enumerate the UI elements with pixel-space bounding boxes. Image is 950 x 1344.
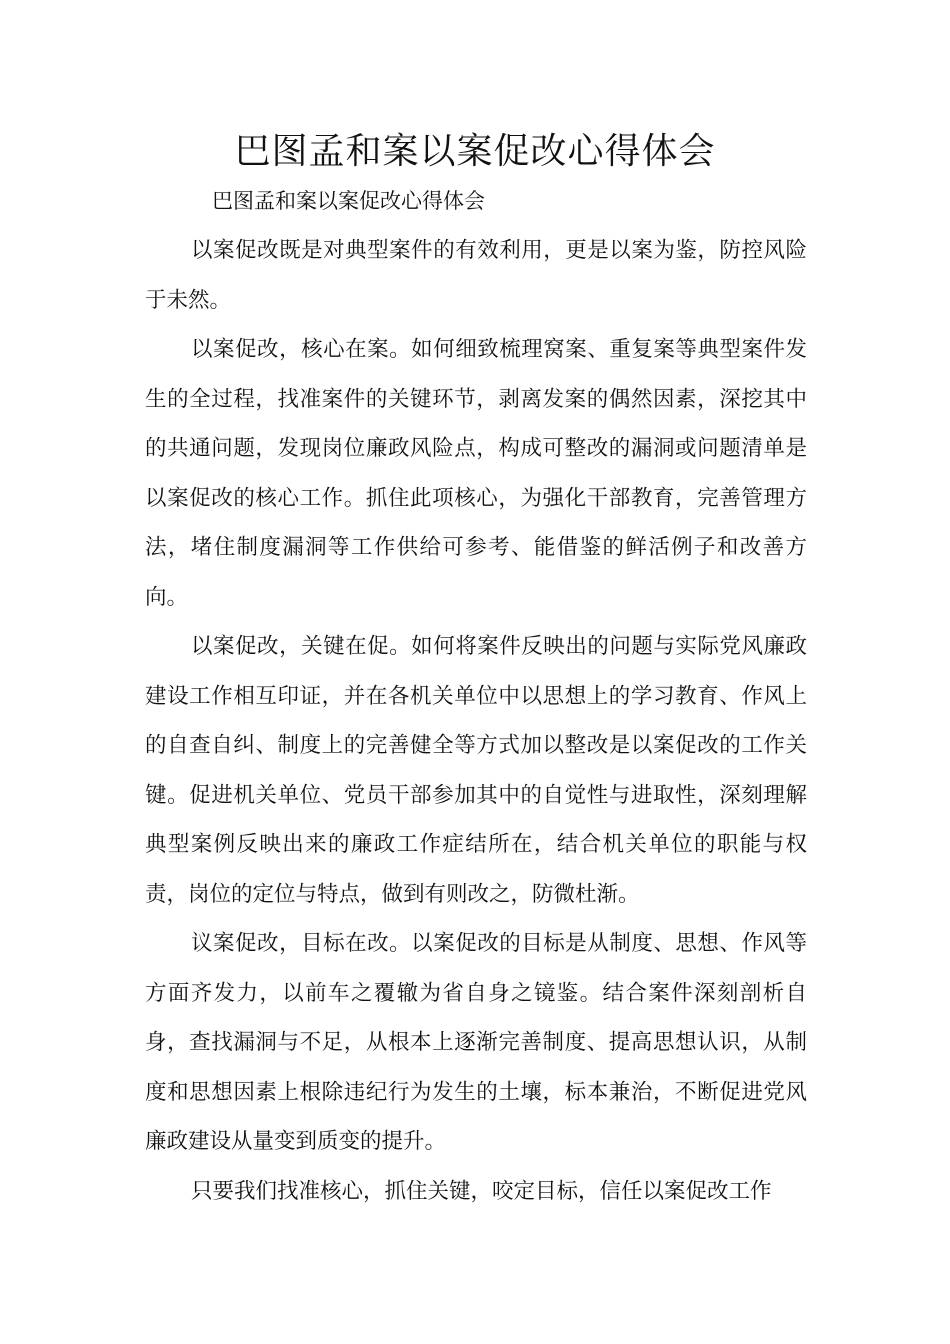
paragraph-intro: 以案促改既是对典型案件的有效利用，更是以案为鉴，防控风险于未然。 [145,238,807,313]
document-body [145,226,807,1216]
paragraph-goal: 议案促改，目标在改。以案促改的目标是从制度、思想、作风等方面齐发力，以前车之覆辙为省自身之镜鉴。结合案件深刻剖析自身，查找漏洞与不足，从根本上逐渐完善制度、提高思想认识，从制度和思想因素上根除违纪行为发生的土壤，标本兼治，不断促进党风廉政建设从量变到质变的提升。 [145,931,807,1154]
document-subtitle: 巴图孟和案以案促改心得体会 [212,189,485,213]
paragraph-key: 以案促改，关键在促。如何将案件反映出的问题与实际党风廉政建设工作相互印证，并在各机关单位中以思想上的学习教育、作风上的自查自纠、制度上的完善健全等方式加以整改是以案促改的工作关键。促进机关单位、党员干部参加其中的自觉性与进取性，深刻理解典型案例反映出来的廉政工作症结所在，结合机关单位的职能与权责，岗位的定位与特点，做到有则改之，防微杜渐。 [145,634,807,907]
document-title: 巴图孟和案以案促改心得体会 [234,131,716,172]
paragraph-closing: 只要我们找准核心，抓住关键，咬定目标，信任以案促改工作 [191,1178,772,1204]
paragraph-core: 以案促改，核心在案。如何细致梳理窝案、重复案等典型案件发生的全过程，找准案件的关键环节，剥离发案的偶然因素，深挖其中的共通问题，发现岗位廉政风险点，构成可整改的漏洞或问题清单是以案促改的核心工作。抓住此项核心，为强化干部教育，完善管理方法，堵住制度漏洞等工作供给可参考、能借鉴的鲜活例子和改善方向。 [145,337,807,610]
